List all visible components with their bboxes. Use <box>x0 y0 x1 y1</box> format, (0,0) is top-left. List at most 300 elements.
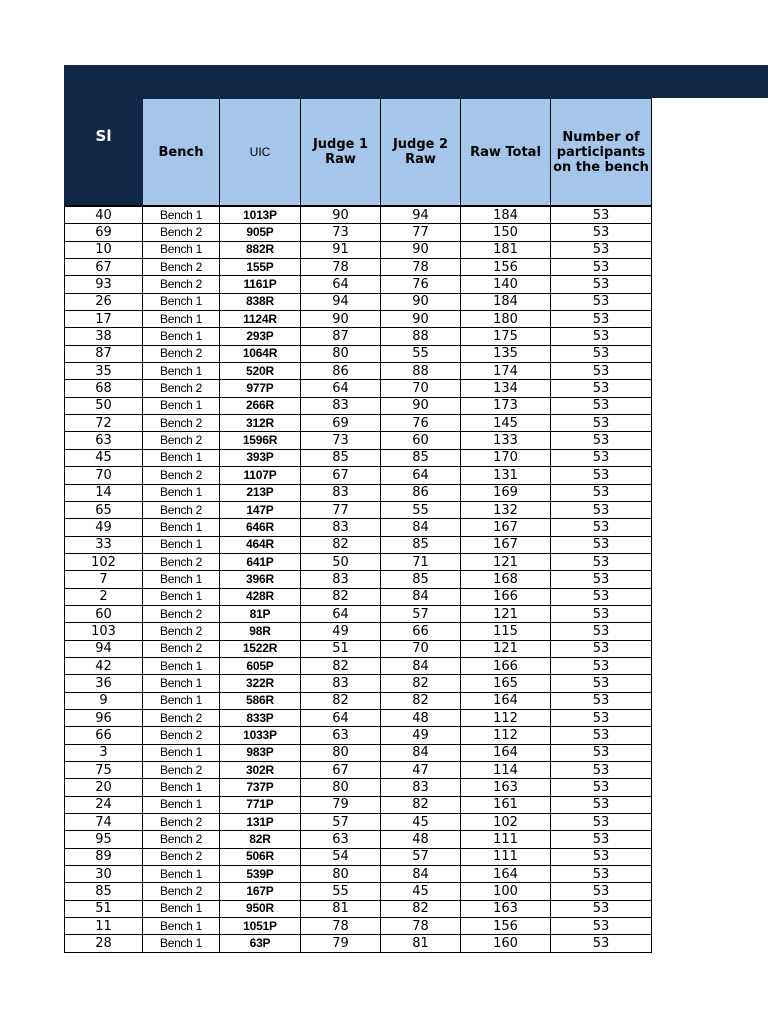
cell-raw-total: 121 <box>461 640 551 657</box>
cell-uic: 131P <box>220 814 301 831</box>
cell-participants: 53 <box>551 727 652 744</box>
cell-judge1: 69 <box>301 415 381 432</box>
cell-raw-total: 150 <box>461 224 551 241</box>
cell-participants: 53 <box>551 259 652 276</box>
cell-participants: 53 <box>551 449 652 466</box>
cell-participants: 53 <box>551 709 652 726</box>
cell-judge1: 63 <box>301 831 381 848</box>
cell-participants: 53 <box>551 831 652 848</box>
table-row <box>65 501 652 518</box>
table-row <box>65 415 652 432</box>
cell-raw-total: 165 <box>461 675 551 692</box>
cell-uic: 1124R <box>220 311 301 328</box>
table-row <box>65 571 652 588</box>
cell-raw-total: 164 <box>461 692 551 709</box>
cell-judge2: 90 <box>381 241 461 258</box>
cell-bench: Bench 1 <box>143 935 220 952</box>
header-participants: Number of participants on the bench <box>551 99 652 207</box>
cell-sl: 72 <box>65 415 143 432</box>
cell-sl: 103 <box>65 623 143 640</box>
cell-raw-total: 170 <box>461 449 551 466</box>
cell-sl: 66 <box>65 727 143 744</box>
cell-uic: 147P <box>220 501 301 518</box>
cell-sl: 60 <box>65 605 143 622</box>
results-table <box>64 65 652 953</box>
cell-participants: 53 <box>551 553 652 570</box>
table-row <box>65 206 652 224</box>
cell-sl: 33 <box>65 536 143 553</box>
cell-sl: 38 <box>65 328 143 345</box>
cell-uic: 838R <box>220 293 301 310</box>
cell-judge1: 54 <box>301 848 381 865</box>
cell-judge2: 84 <box>381 519 461 536</box>
cell-participants: 53 <box>551 328 652 345</box>
cell-judge1: 67 <box>301 762 381 779</box>
cell-judge1: 63 <box>301 727 381 744</box>
cell-raw-total: 184 <box>461 293 551 310</box>
cell-judge1: 80 <box>301 744 381 761</box>
cell-participants: 53 <box>551 918 652 935</box>
cell-raw-total: 175 <box>461 328 551 345</box>
table-row <box>65 293 652 310</box>
cell-participants: 53 <box>551 206 652 224</box>
cell-uic: 737P <box>220 779 301 796</box>
cell-participants: 53 <box>551 675 652 692</box>
cell-judge1: 83 <box>301 484 381 501</box>
cell-participants: 53 <box>551 657 652 674</box>
cell-participants: 53 <box>551 311 652 328</box>
cell-judge2: 48 <box>381 831 461 848</box>
table-row <box>65 883 652 900</box>
cell-uic: 322R <box>220 675 301 692</box>
header-band-cell <box>143 66 652 99</box>
cell-sl: 75 <box>65 762 143 779</box>
cell-participants: 53 <box>551 484 652 501</box>
cell-judge1: 64 <box>301 380 381 397</box>
cell-participants: 53 <box>551 848 652 865</box>
cell-judge2: 84 <box>381 588 461 605</box>
cell-raw-total: 163 <box>461 779 551 796</box>
cell-judge2: 45 <box>381 814 461 831</box>
cell-sl: 68 <box>65 380 143 397</box>
cell-raw-total: 174 <box>461 363 551 380</box>
cell-judge1: 80 <box>301 779 381 796</box>
cell-sl: 96 <box>65 709 143 726</box>
cell-participants: 53 <box>551 519 652 536</box>
cell-sl: 102 <box>65 553 143 570</box>
cell-uic: 605P <box>220 657 301 674</box>
cell-bench: Bench 2 <box>143 467 220 484</box>
cell-judge2: 84 <box>381 866 461 883</box>
cell-participants: 53 <box>551 345 652 362</box>
cell-judge2: 82 <box>381 900 461 917</box>
cell-raw-total: 100 <box>461 883 551 900</box>
cell-judge1: 57 <box>301 814 381 831</box>
cell-bench: Bench 2 <box>143 814 220 831</box>
cell-judge1: 83 <box>301 397 381 414</box>
cell-sl: 17 <box>65 311 143 328</box>
cell-judge1: 81 <box>301 900 381 917</box>
cell-bench: Bench 2 <box>143 605 220 622</box>
cell-sl: 85 <box>65 883 143 900</box>
table-row <box>65 848 652 865</box>
cell-bench: Bench 2 <box>143 709 220 726</box>
cell-participants: 53 <box>551 571 652 588</box>
cell-judge2: 55 <box>381 345 461 362</box>
cell-raw-total: 140 <box>461 276 551 293</box>
cell-judge1: 90 <box>301 206 381 224</box>
cell-raw-total: 111 <box>461 831 551 848</box>
table-row <box>65 224 652 241</box>
table-row <box>65 605 652 622</box>
cell-judge2: 90 <box>381 293 461 310</box>
cell-uic: 983P <box>220 744 301 761</box>
cell-bench: Bench 1 <box>143 206 220 224</box>
table-row <box>65 762 652 779</box>
cell-participants: 53 <box>551 623 652 640</box>
cell-judge2: 45 <box>381 883 461 900</box>
cell-raw-total: 168 <box>461 571 551 588</box>
cell-uic: 1064R <box>220 345 301 362</box>
cell-judge2: 90 <box>381 397 461 414</box>
cell-participants: 53 <box>551 796 652 813</box>
cell-judge2: 77 <box>381 224 461 241</box>
table-row <box>65 779 652 796</box>
cell-sl: 95 <box>65 831 143 848</box>
cell-uic: 312R <box>220 415 301 432</box>
table-row <box>65 866 652 883</box>
cell-raw-total: 184 <box>461 206 551 224</box>
cell-uic: 393P <box>220 449 301 466</box>
cell-bench: Bench 1 <box>143 293 220 310</box>
cell-judge2: 84 <box>381 744 461 761</box>
cell-judge1: 85 <box>301 449 381 466</box>
cell-judge1: 90 <box>301 311 381 328</box>
cell-participants: 53 <box>551 363 652 380</box>
cell-sl: 69 <box>65 224 143 241</box>
header-judge2: Judge 2 Raw <box>381 99 461 207</box>
cell-raw-total: 166 <box>461 657 551 674</box>
cell-raw-total: 156 <box>461 259 551 276</box>
cell-raw-total: 121 <box>461 553 551 570</box>
cell-uic: 1107P <box>220 467 301 484</box>
cell-bench: Bench 1 <box>143 900 220 917</box>
cell-judge2: 85 <box>381 571 461 588</box>
cell-raw-total: 173 <box>461 397 551 414</box>
table-row <box>65 380 652 397</box>
cell-judge2: 81 <box>381 935 461 952</box>
cell-sl: 45 <box>65 449 143 466</box>
cell-sl: 20 <box>65 779 143 796</box>
table-row <box>65 259 652 276</box>
cell-raw-total: 164 <box>461 744 551 761</box>
cell-bench: Bench 2 <box>143 623 220 640</box>
table-row <box>65 328 652 345</box>
table-row <box>65 657 652 674</box>
cell-judge1: 50 <box>301 553 381 570</box>
cell-judge2: 70 <box>381 380 461 397</box>
cell-bench: Bench 2 <box>143 640 220 657</box>
cell-participants: 53 <box>551 640 652 657</box>
cell-bench: Bench 2 <box>143 415 220 432</box>
cell-judge2: 86 <box>381 484 461 501</box>
cell-judge2: 85 <box>381 536 461 553</box>
cell-judge2: 88 <box>381 363 461 380</box>
cell-judge2: 84 <box>381 657 461 674</box>
cell-judge1: 82 <box>301 692 381 709</box>
cell-uic: 464R <box>220 536 301 553</box>
cell-uic: 266R <box>220 397 301 414</box>
cell-participants: 53 <box>551 293 652 310</box>
cell-sl: 7 <box>65 571 143 588</box>
cell-bench: Bench 1 <box>143 484 220 501</box>
cell-sl: 89 <box>65 848 143 865</box>
cell-sl: 50 <box>65 397 143 414</box>
cell-uic: 586R <box>220 692 301 709</box>
table-row <box>65 709 652 726</box>
cell-judge2: 48 <box>381 709 461 726</box>
table-row <box>65 796 652 813</box>
cell-judge1: 82 <box>301 536 381 553</box>
table-body <box>65 206 652 952</box>
cell-judge2: 57 <box>381 605 461 622</box>
cell-uic: 905P <box>220 224 301 241</box>
cell-uic: 167P <box>220 883 301 900</box>
cell-judge2: 70 <box>381 640 461 657</box>
table-row <box>65 553 652 570</box>
cell-sl: 67 <box>65 259 143 276</box>
cell-bench: Bench 1 <box>143 571 220 588</box>
cell-participants: 53 <box>551 224 652 241</box>
table-row <box>65 241 652 258</box>
cell-judge1: 83 <box>301 675 381 692</box>
table-row <box>65 449 652 466</box>
cell-bench: Bench 1 <box>143 796 220 813</box>
cell-raw-total: 169 <box>461 484 551 501</box>
cell-uic: 1522R <box>220 640 301 657</box>
cell-raw-total: 167 <box>461 536 551 553</box>
cell-participants: 53 <box>551 900 652 917</box>
cell-participants: 53 <box>551 779 652 796</box>
cell-judge2: 55 <box>381 501 461 518</box>
cell-uic: 213P <box>220 484 301 501</box>
cell-bench: Bench 2 <box>143 224 220 241</box>
cell-bench: Bench 1 <box>143 866 220 883</box>
cell-bench: Bench 2 <box>143 345 220 362</box>
cell-judge2: 82 <box>381 675 461 692</box>
cell-sl: 26 <box>65 293 143 310</box>
table-row <box>65 900 652 917</box>
table-row <box>65 536 652 553</box>
cell-uic: 396R <box>220 571 301 588</box>
cell-bench: Bench 2 <box>143 501 220 518</box>
cell-raw-total: 102 <box>461 814 551 831</box>
cell-judge1: 79 <box>301 796 381 813</box>
header-judge1: Judge 1 Raw <box>301 99 381 207</box>
cell-uic: 98R <box>220 623 301 640</box>
cell-judge2: 90 <box>381 311 461 328</box>
cell-judge1: 73 <box>301 224 381 241</box>
cell-judge2: 49 <box>381 727 461 744</box>
cell-raw-total: 156 <box>461 918 551 935</box>
cell-judge1: 64 <box>301 605 381 622</box>
cell-judge1: 80 <box>301 866 381 883</box>
cell-sl: 35 <box>65 363 143 380</box>
cell-bench: Bench 1 <box>143 918 220 935</box>
cell-bench: Bench 1 <box>143 675 220 692</box>
cell-raw-total: 166 <box>461 588 551 605</box>
cell-sl: 70 <box>65 467 143 484</box>
cell-participants: 53 <box>551 415 652 432</box>
cell-judge2: 71 <box>381 553 461 570</box>
cell-sl: 63 <box>65 432 143 449</box>
cell-bench: Bench 2 <box>143 259 220 276</box>
table-row <box>65 918 652 935</box>
table-row <box>65 744 652 761</box>
table-row <box>65 814 652 831</box>
cell-judge1: 83 <box>301 519 381 536</box>
cell-uic: 1596R <box>220 432 301 449</box>
cell-participants: 53 <box>551 432 652 449</box>
header-bench: Bench <box>143 99 220 207</box>
cell-raw-total: 114 <box>461 762 551 779</box>
cell-judge2: 88 <box>381 328 461 345</box>
cell-bench: Bench 1 <box>143 536 220 553</box>
cell-participants: 53 <box>551 866 652 883</box>
cell-participants: 53 <box>551 744 652 761</box>
cell-uic: 833P <box>220 709 301 726</box>
cell-sl: 65 <box>65 501 143 518</box>
cell-bench: Bench 2 <box>143 831 220 848</box>
table-row <box>65 623 652 640</box>
cell-sl: 42 <box>65 657 143 674</box>
cell-sl: 3 <box>65 744 143 761</box>
table-row <box>65 727 652 744</box>
cell-bench: Bench 1 <box>143 588 220 605</box>
cell-sl: 30 <box>65 866 143 883</box>
cell-raw-total: 145 <box>461 415 551 432</box>
cell-bench: Bench 2 <box>143 762 220 779</box>
cell-bench: Bench 1 <box>143 779 220 796</box>
cell-judge1: 86 <box>301 363 381 380</box>
cell-uic: 771P <box>220 796 301 813</box>
cell-participants: 53 <box>551 380 652 397</box>
table-row <box>65 935 652 952</box>
cell-sl: 10 <box>65 241 143 258</box>
cell-bench: Bench 1 <box>143 241 220 258</box>
cell-judge1: 79 <box>301 935 381 952</box>
cell-sl: 40 <box>65 206 143 224</box>
cell-sl: 11 <box>65 918 143 935</box>
table-row <box>65 519 652 536</box>
cell-uic: 977P <box>220 380 301 397</box>
table-row <box>65 363 652 380</box>
cell-raw-total: 135 <box>461 345 551 362</box>
cell-judge2: 66 <box>381 623 461 640</box>
cell-bench: Bench 2 <box>143 276 220 293</box>
cell-uic: 293P <box>220 328 301 345</box>
cell-judge1: 64 <box>301 709 381 726</box>
cell-sl: 2 <box>65 588 143 605</box>
cell-participants: 53 <box>551 605 652 622</box>
cell-raw-total: 164 <box>461 866 551 883</box>
cell-judge1: 80 <box>301 345 381 362</box>
cell-participants: 53 <box>551 536 652 553</box>
cell-judge1: 82 <box>301 588 381 605</box>
cell-judge1: 91 <box>301 241 381 258</box>
cell-participants: 53 <box>551 467 652 484</box>
cell-uic: 882R <box>220 241 301 258</box>
cell-judge1: 94 <box>301 293 381 310</box>
cell-judge1: 82 <box>301 657 381 674</box>
table-row <box>65 484 652 501</box>
table-row <box>65 675 652 692</box>
cell-judge2: 82 <box>381 796 461 813</box>
cell-uic: 1051P <box>220 918 301 935</box>
table-row <box>65 432 652 449</box>
cell-uic: 506R <box>220 848 301 865</box>
cell-bench: Bench 2 <box>143 848 220 865</box>
cell-uic: 539P <box>220 866 301 883</box>
cell-uic: 646R <box>220 519 301 536</box>
cell-uic: 1033P <box>220 727 301 744</box>
cell-raw-total: 112 <box>461 709 551 726</box>
cell-uic: 950R <box>220 900 301 917</box>
cell-bench: Bench 2 <box>143 883 220 900</box>
cell-raw-total: 121 <box>461 605 551 622</box>
cell-participants: 53 <box>551 397 652 414</box>
cell-bench: Bench 1 <box>143 397 220 414</box>
cell-judge1: 64 <box>301 276 381 293</box>
cell-raw-total: 112 <box>461 727 551 744</box>
cell-judge1: 78 <box>301 918 381 935</box>
cell-uic: 81P <box>220 605 301 622</box>
cell-judge2: 82 <box>381 692 461 709</box>
cell-uic: 520R <box>220 363 301 380</box>
cell-sl: 36 <box>65 675 143 692</box>
cell-raw-total: 111 <box>461 848 551 865</box>
cell-bench: Bench 2 <box>143 553 220 570</box>
cell-raw-total: 133 <box>461 432 551 449</box>
cell-sl: 74 <box>65 814 143 831</box>
cell-bench: Bench 1 <box>143 657 220 674</box>
cell-judge1: 73 <box>301 432 381 449</box>
table-row <box>65 831 652 848</box>
cell-bench: Bench 1 <box>143 519 220 536</box>
cell-judge2: 47 <box>381 762 461 779</box>
cell-uic: 155P <box>220 259 301 276</box>
table-row <box>65 588 652 605</box>
cell-judge1: 77 <box>301 501 381 518</box>
cell-judge2: 94 <box>381 206 461 224</box>
cell-judge2: 83 <box>381 779 461 796</box>
table-row <box>65 311 652 328</box>
cell-judge2: 76 <box>381 276 461 293</box>
cell-sl: 9 <box>65 692 143 709</box>
cell-judge2: 64 <box>381 467 461 484</box>
cell-uic: 1161P <box>220 276 301 293</box>
cell-bench: Bench 2 <box>143 380 220 397</box>
cell-sl: 87 <box>65 345 143 362</box>
table-row <box>65 640 652 657</box>
cell-sl: 14 <box>65 484 143 501</box>
cell-bench: Bench 1 <box>143 328 220 345</box>
cell-raw-total: 181 <box>461 241 551 258</box>
table-row <box>65 692 652 709</box>
cell-raw-total: 132 <box>461 501 551 518</box>
header-sl: Sl <box>65 66 143 207</box>
cell-bench: Bench 2 <box>143 432 220 449</box>
